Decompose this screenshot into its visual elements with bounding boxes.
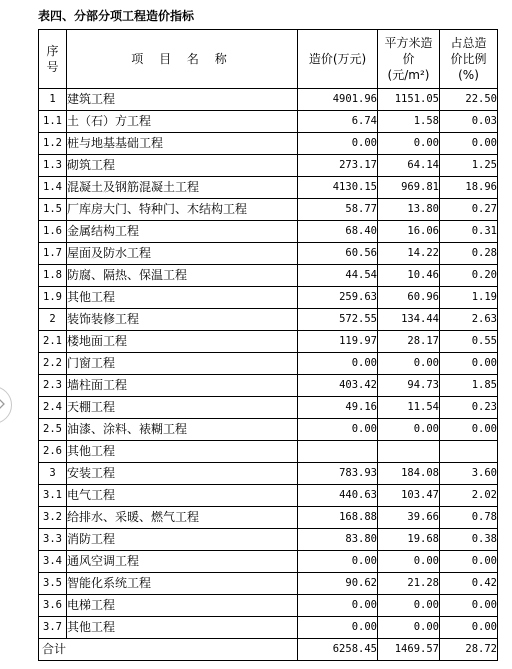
row-no: 2.5 [39,419,67,441]
table-row [39,155,498,177]
row-cost: 783.93 [298,463,378,485]
row-ratio: 0.38 [440,529,498,551]
row-ratio: 0.20 [440,265,498,287]
row-name: 给排水、采暖、燃气工程 [67,507,298,529]
row-cost: 0.00 [298,353,378,375]
row-per-sqm: 0.00 [378,353,440,375]
table-row [39,375,498,397]
row-cost: 4901.96 [298,89,378,111]
row-per-sqm: 0.00 [378,419,440,441]
table-row [39,485,498,507]
row-ratio: 1.25 [440,155,498,177]
table-row [39,177,498,199]
row-name: 天棚工程 [67,397,298,419]
row-cost: 60.56 [298,243,378,265]
row-no: 1.8 [39,265,67,287]
row-cost: 0.00 [298,551,378,573]
row-cost: 49.16 [298,397,378,419]
table-body [39,89,498,661]
row-per-sqm: 39.66 [378,507,440,529]
row-no: 3.5 [39,573,67,595]
table-row [39,287,498,309]
row-ratio: 0.42 [440,573,498,595]
row-name: 金属结构工程 [67,221,298,243]
row-cost: 273.17 [298,155,378,177]
row-ratio: 3.60 [440,463,498,485]
row-per-sqm: 1151.05 [378,89,440,111]
header-ratio-line3: (%) [458,68,479,82]
row-ratio: 0.78 [440,507,498,529]
row-no: 3.7 [39,617,67,639]
row-cost: 403.42 [298,375,378,397]
table-row [39,331,498,353]
table-row [39,353,498,375]
row-cost: 0.00 [298,133,378,155]
table-row [39,265,498,287]
row-cost: 440.63 [298,485,378,507]
header-seq-line1: 序 [46,44,59,58]
row-name: 其他工程 [67,441,298,463]
row-cost: 58.77 [298,199,378,221]
row-ratio: 0.00 [440,133,498,155]
row-no: 1.7 [39,243,67,265]
table-row [39,397,498,419]
row-cost: 68.40 [298,221,378,243]
row-no: 1.6 [39,221,67,243]
row-no: 2.1 [39,331,67,353]
row-per-sqm: 184.08 [378,463,440,485]
table-row [39,529,498,551]
row-cost: 90.62 [298,573,378,595]
row-ratio: 0.00 [440,353,498,375]
table-row [39,243,498,265]
row-ratio: 0.03 [440,111,498,133]
row-name: 墙柱面工程 [67,375,298,397]
row-no: 3.2 [39,507,67,529]
row-per-sqm: 64.14 [378,155,440,177]
table-row [39,441,498,463]
row-cost: 119.97 [298,331,378,353]
table-row [39,221,498,243]
row-no: 2.3 [39,375,67,397]
row-name: 防腐、隔热、保温工程 [67,265,298,287]
row-per-sqm: 19.68 [378,529,440,551]
row-per-sqm: 60.96 [378,287,440,309]
row-ratio [440,441,498,463]
row-no: 3.1 [39,485,67,507]
row-per-sqm: 10.46 [378,265,440,287]
row-no: 3.4 [39,551,67,573]
row-name: 通风空调工程 [67,551,298,573]
row-cost: 0.00 [298,419,378,441]
row-name: 屋面及防水工程 [67,243,298,265]
row-cost [298,441,378,463]
row-no: 1.2 [39,133,67,155]
row-no: 2.4 [39,397,67,419]
row-no: 3 [39,463,67,485]
row-no: 3.3 [39,529,67,551]
header-per-line1: 平方米造 [384,36,433,50]
row-per-sqm: 28.17 [378,331,440,353]
row-per-sqm [378,441,440,463]
table-row [39,551,498,573]
row-no: 2.2 [39,353,67,375]
table-row [39,309,498,331]
row-no: 1.4 [39,177,67,199]
table-caption: 表四、分部分项工程造价指标 [38,9,195,23]
row-ratio: 0.23 [440,397,498,419]
table-row [39,133,498,155]
table-row [39,199,498,221]
header-name: 项 目 名 称 [67,30,298,89]
row-name: 油漆、涂料、裱糊工程 [67,419,298,441]
row-per-sqm: 0.00 [378,595,440,617]
row-cost: 83.80 [298,529,378,551]
table-row [39,111,498,133]
header-ratio [440,30,498,89]
row-per-sqm: 94.73 [378,375,440,397]
scroll-control[interactable] [0,386,12,424]
row-cost: 6.74 [298,111,378,133]
row-name: 厂库房大门、特种门、木结构工程 [67,199,298,221]
row-ratio: 0.31 [440,221,498,243]
row-per-sqm: 1.58 [378,111,440,133]
row-no: 3.6 [39,595,67,617]
header-per-sqm [378,30,440,89]
row-ratio: 2.02 [440,485,498,507]
header-seq [39,30,67,89]
table-row [39,573,498,595]
row-name: 装饰装修工程 [67,309,298,331]
row-name: 安装工程 [67,463,298,485]
row-name: 门窗工程 [67,353,298,375]
row-ratio: 0.55 [440,331,498,353]
table-row [39,419,498,441]
total-row [39,639,498,661]
table-row [39,463,498,485]
total-per-sqm: 1469.57 [378,639,440,661]
row-per-sqm: 13.80 [378,199,440,221]
row-name: 电气工程 [67,485,298,507]
row-per-sqm: 0.00 [378,551,440,573]
row-per-sqm: 134.44 [378,309,440,331]
table-row [39,617,498,639]
cost-index-table [38,29,498,661]
header-seq-line2: 号 [46,60,59,74]
row-ratio: 22.50 [440,89,498,111]
row-name: 楼地面工程 [67,331,298,353]
total-cost: 6258.45 [298,639,378,661]
row-per-sqm: 0.00 [378,617,440,639]
row-per-sqm: 0.00 [378,133,440,155]
row-cost: 572.55 [298,309,378,331]
header-cost: 造价(万元) [298,30,378,89]
row-cost: 259.63 [298,287,378,309]
row-ratio: 0.00 [440,419,498,441]
row-no: 1.3 [39,155,67,177]
row-per-sqm: 11.54 [378,397,440,419]
row-per-sqm: 21.28 [378,573,440,595]
row-no: 1.9 [39,287,67,309]
row-name: 建筑工程 [67,89,298,111]
row-per-sqm: 14.22 [378,243,440,265]
row-ratio: 1.19 [440,287,498,309]
total-label: 合计 [39,639,298,661]
row-cost: 4130.15 [298,177,378,199]
row-per-sqm: 969.81 [378,177,440,199]
row-per-sqm: 103.47 [378,485,440,507]
row-ratio: 0.27 [440,199,498,221]
chevron-right-icon [0,397,5,411]
row-ratio: 0.28 [440,243,498,265]
row-ratio: 1.85 [440,375,498,397]
row-no: 2 [39,309,67,331]
row-per-sqm: 16.06 [378,221,440,243]
table-row [39,595,498,617]
row-no: 1 [39,89,67,111]
row-no: 1.5 [39,199,67,221]
row-cost: 168.88 [298,507,378,529]
row-cost: 0.00 [298,595,378,617]
header-ratio-line2: 价比例 [450,52,487,66]
row-ratio: 0.00 [440,617,498,639]
table-row [39,507,498,529]
header-row [39,30,498,89]
row-cost: 0.00 [298,617,378,639]
row-cost: 44.54 [298,265,378,287]
row-name: 其他工程 [67,287,298,309]
header-per-line3: (元/m²) [387,68,430,82]
row-ratio: 0.00 [440,551,498,573]
row-no: 1.1 [39,111,67,133]
row-ratio: 18.96 [440,177,498,199]
row-name: 消防工程 [67,529,298,551]
row-name: 砌筑工程 [67,155,298,177]
header-per-line2: 价 [402,52,415,66]
row-name: 混凝土及钢筋混凝土工程 [67,177,298,199]
row-name: 土（石）方工程 [67,111,298,133]
row-name: 智能化系统工程 [67,573,298,595]
row-name: 其他工程 [67,617,298,639]
header-ratio-line1: 占总造 [450,36,487,50]
row-ratio: 0.00 [440,595,498,617]
row-name: 桩与地基基础工程 [67,133,298,155]
row-name: 电梯工程 [67,595,298,617]
row-ratio: 2.63 [440,309,498,331]
total-ratio: 28.72 [440,639,498,661]
table-row [39,89,498,111]
row-no: 2.6 [39,441,67,463]
